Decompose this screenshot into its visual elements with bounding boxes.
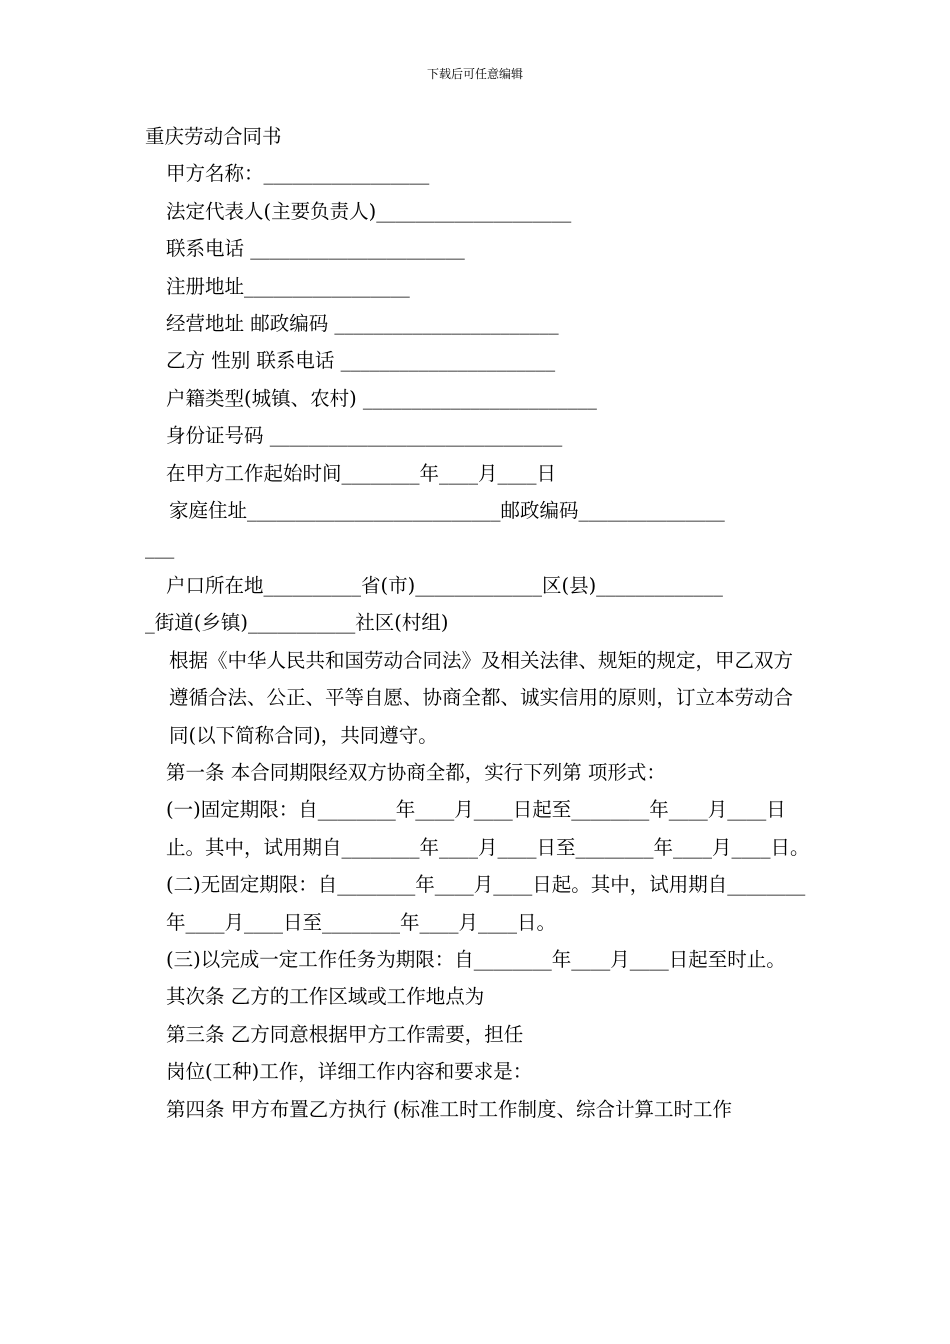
id-number-line: 身份证号码 ______________________________: [166, 424, 563, 448]
hukou-location-line: 户口所在地__________省(市)_____________区(县)_____________: [166, 573, 723, 597]
party-b-line: 乙方 性别 联系电话 ______________________: [166, 349, 556, 373]
preamble-paragraph: 根据《中华人民共和国劳动合同法》及相关法律、规矩的规定，甲乙双方遵循合法、公正、平等自愿、协商全都、诚实信用的原则，订立本劳动合同(以下简称合同)，共同遵守。: [169, 648, 794, 747]
business-address-line: 经营地址 邮政编码 _______________________: [166, 312, 559, 336]
article-3: 第三条 乙方同意根据甲方工作需要，担任: [166, 1022, 524, 1046]
contract-document: [145, 118, 810, 1128]
term-task-paragraph: (三)以完成一定工作任务为期限：自________年____月____日起至时止。: [166, 947, 786, 971]
legal-representative-line: 法定代表人(主要负责人)____________________: [166, 199, 572, 223]
term-open-paragraph: (二)无固定期限：自________年____月____日起。其中，试用期自________年____月____日至________年____月____日。: [166, 873, 806, 934]
article-2: 其次条 乙方的工作区域或工作地点为: [166, 985, 485, 1009]
article-1: 第一条 本合同期限经双方协商全都，实行下列第 项形式：: [166, 760, 666, 784]
start-time-line: 在甲方工作起始时间________年____月____日: [166, 461, 557, 485]
party-a-name-line: 甲方名称：_________________: [166, 162, 430, 186]
registered-address-line: 注册地址_________________: [166, 274, 410, 298]
home-address-line: 家庭住址__________________________邮政编码_______________: [169, 499, 725, 523]
contact-phone-line: 联系电话 ______________________: [166, 237, 465, 261]
term-fixed-paragraph: (一)固定期限：自________年____月____日起至________年____月____日止。其中，试用期自________年____月____日至________年____月____日。: [166, 798, 810, 859]
home-address-continuation: ___: [145, 536, 175, 560]
article-3-continuation: 岗位(工种)工作，详细工作内容和要求是：: [166, 1060, 533, 1084]
article-4: 第四条 甲方布置乙方执行 (标准工时工作制度、综合计算工时工作: [166, 1097, 733, 1121]
household-type-line: 户籍类型(城镇、农村) ________________________: [166, 386, 597, 410]
hukou-location-continuation: _街道(乡镇)___________社区(村组): [145, 611, 449, 635]
page-header-note: 下载后可任意编辑: [426, 67, 523, 81]
document-title: 重庆劳动合同书: [145, 125, 282, 148]
